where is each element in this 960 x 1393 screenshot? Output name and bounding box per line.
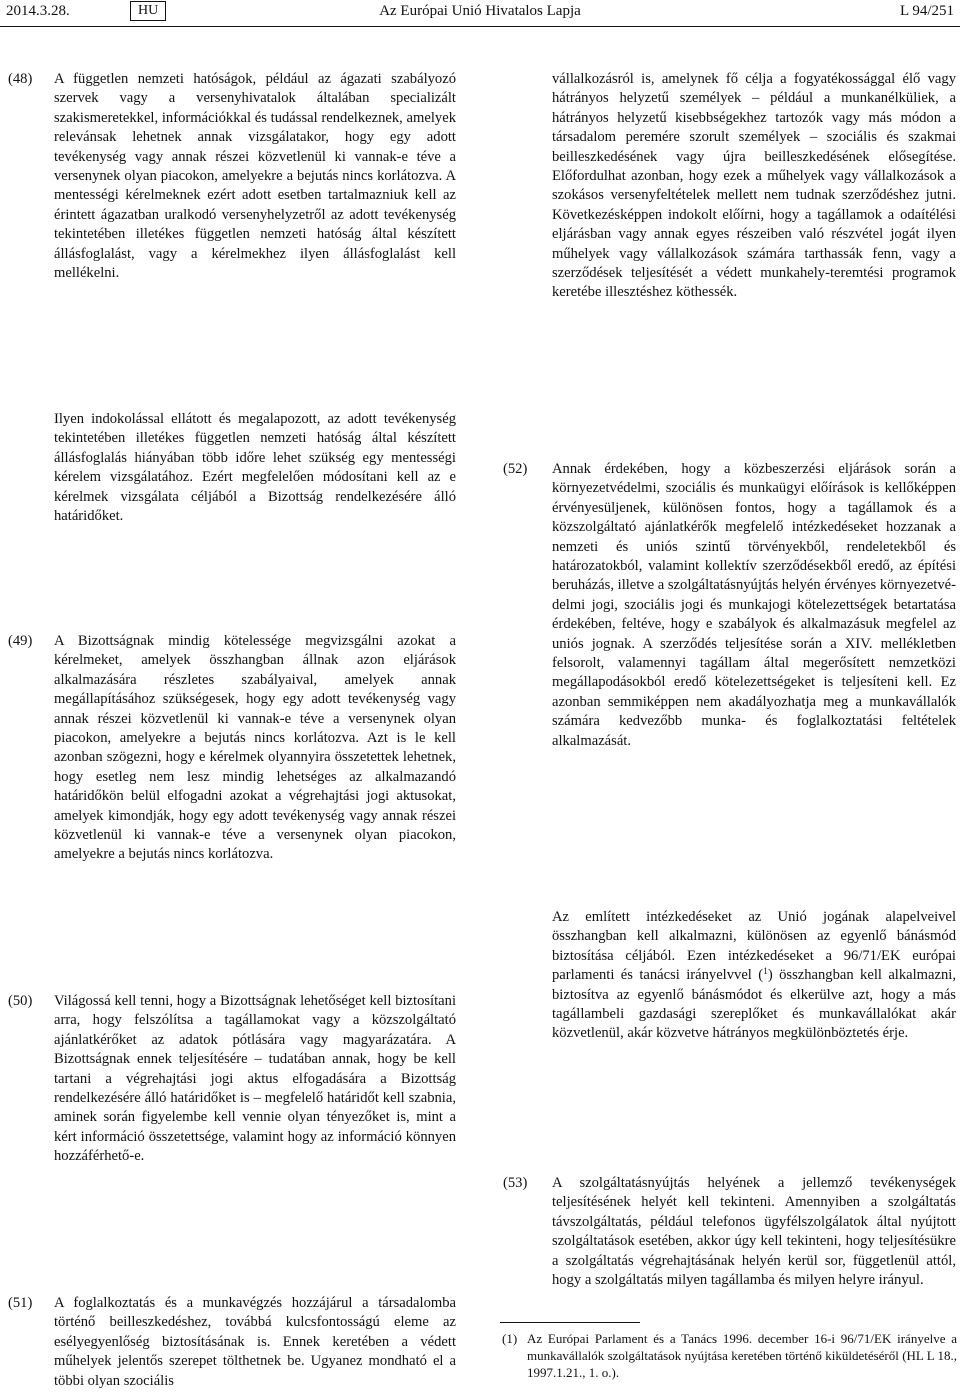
- recital-52-number: (52): [503, 461, 528, 477]
- recital-49-text: A Bizottságnak mindig kötelessége megvizsgálni azokat a kérelmeket, amelyek összhangban állnak azon eljárások alkalmazására részletes szabályaival, amelyek annak megállapításához szükségesek, hogy egy adott tevékenység vagy annak részei közvetlenül ki vannak-e téve a versenynek olyan piacokon, amelyekre a bejutás nincs korlátozva. Azt is le kell azonban szögezni, hogy e kérelmek olyannyira összetettek lehetnek, hogy esetleg nem lesz mindig lehetséges az alkalmazandó határidőkön belül elfogadni azokat a végrehajtási jogi aktusokat, amelyek kimondják, hogy egy adott tevékenység vagy annak részei közvetlenül ki vannak-e téve a versenynek olyan piacokon, amelyekre a bejutás nincs korlátozva.: [54, 633, 456, 863]
- recital-53-number: (53): [503, 1175, 528, 1191]
- footnote-rule: [500, 1322, 640, 1323]
- header-rule: [0, 26, 960, 27]
- journal-title: Az Európai Unió Hivatalos Lapja: [379, 3, 581, 19]
- footnote-text: Az Európai Parlament és a Tanács 1996. december 16-i 96/71/EK irányelve a munkavállalók szolgáltatások nyújtása keretében történő kiküldetéséről (HL L 18., 1997.1.21., 1. o.).: [527, 1331, 957, 1380]
- recital-51-text: A foglalkoztatás és a munkavégzés hozzájárul a társadalomba történő beilleszkedéshez, továbbá kulcsfontosságú eleme az esélyegyenlőség biztosításának is. Ennek keretében a védett műhelyek jelentős szerepet tölthetnek be. Ugyanez mondható el a többi olyan szociális: [54, 1295, 456, 1389]
- recital-50-text: Világossá kell tenni, hogy a Bizottságnak lehetőséget kell biztosítani arra, hogy felszólítsa a tagállamokat vagy a közszolgáltató ajánlatkérőket az adatok pótlására vagy magyarázatára. A Bizottságnak ennek teljesítésére – tudatában annak, hogy be kell tartani a végrehajtási jogi aktus elfogadására a Bizottság rendelkezésére álló határidőket is – megfelelő határidőt kell szabnia, aminek során figyelembe kell vennie olyan tényezőket is, mint a kért információ összetettsége, valamint hogy az információ könnyen hozzáférhető-e.: [54, 993, 456, 1165]
- recital-49-number: (49): [8, 633, 33, 649]
- recital-50-number: (50): [8, 993, 33, 1009]
- publication-date: 2014.3.28.: [6, 3, 70, 19]
- footnote-number: (1): [502, 1331, 518, 1346]
- recital-51-number: (51): [8, 1295, 33, 1311]
- recital-53-text: A szolgáltatásnyújtás helyének a jellemző tevékenységek teljesítésének helyét kell tekinteni. Amennyiben a szolgáltatás távszolgáltatás, például telefonos ügyfélszolgálatok által nyújtott szolgáltatások esetében, akkor úgy kell tekinteni, hogy teljesítésükre a szolgáltatás végrehajtásának helyén kerül sor, függetlenül attól, hogy a szolgáltatás milyen tagállamba és milyen helyre irányul.: [552, 1175, 956, 1289]
- recital-52-continuation-a: Az említett intézkedéseket az Unió jogának alapelveivel összhangban kell alkalmazni, különösen az egyenlő bánásmód biztosítása céljából. Ezen intézkedéseket a 96/71/EK európai parlamenti és tanácsi irányelvvel (: [552, 909, 956, 984]
- page-reference: L 94/251: [899, 3, 954, 19]
- footnote-reference[interactable]: 1: [763, 967, 768, 978]
- recital-48-number: (48): [8, 71, 33, 87]
- language-badge: HU: [130, 1, 166, 21]
- page-header: [0, 0, 960, 26]
- recital-48-continuation: Ilyen indokolással ellátott és megalapozott, az adott tevékenység tekintetében illetékes független nemzeti hatóság által készített állásfoglalás hiányában több időre lehet szükség egy mentességi kérelem vizsgálatához. Ezért megfelelően módosítani kell az e kérelmek vizsgálata céljából a Bizottság rendelkezésére álló határidőket.: [54, 411, 456, 525]
- recital-52-text: Annak érdekében, hogy a közbeszerzési eljárások során a környezetvédelmi, szociális és munkaügyi előírások is kellőképpen érvényesüljenek, különösen fontos, hogy a tagállamok és a közszolgáltató ajánlatkérők megfelelő intézkedéseket hozzanak a nemzeti és uniós szintű törvényekből, rendeletekből és határozatokból, valamint kollektív szerződésekből eredő, az építési beruházás, illetve a szolgáltatásnyújtás helyén érvényes környezetvédelmi jogi, szociális jogi és munkajogi kötelezettségek betartatása érdekében, feltéve, hogy e szabályok és alkalmazásuk megfelel az uniós jognak. A szerződés teljesítése során a XIV. mellékletben felsorolt, valamennyi tagállam által megerősített nemzetközi megállapodásokból eredő kötelezettségeket is teljesíteni kell. Ez azonban semmiképpen nem akadályozhatja meg a munkavállalók számára kedvezőbb munka- és foglalkoztatási feltételek alkalmazását.: [552, 461, 957, 749]
- recital-48-text: A független nemzeti hatóságok, például az ágazati szabályozó szervek vagy a versenyhivatalok általában specializált szakismeretekkel, információkkal és tudással rendelkeznek, amelyek relevánsak lehetnek annak vizsgálatakor, hogy egy adott tevékenység vagy annak részei közvetlenül ki vannak-e téve a versenynek olyan piacokon, amelyekre a bejutás nincs korlátozva. A mentességi kérelmeknek ezért adott esetben tartalmazniuk kell az érintett ágazatban uralkodó versenyhelyzetről az adott tevékenység tekintetében illetékes független nemzeti hatóság által készített állásfoglalást, vagy a kérelmekhez ilyen állásfoglalást kell mellékelni.: [54, 71, 456, 282]
- recital-52-continuation-b: ) összhangban kell alkalmazni, biztosítva az egyenlő bánásmódot és elkerülve azt, hogy a más tagállambeli gazdasági szereplőket és munkavállalókat akár közvetlenül, akár közvetve hátrányos megkülönböztetés érje.: [552, 967, 956, 1042]
- recital-52-continuation: [552, 908, 956, 1044]
- recital-51-continuation: vállalkozásról is, amelynek fő célja a fogyatékossággal élő vagy hátrányos helyzetű személyek – például a munkanélküliek, a hátrányos helyzetű kisebbségekhez tartozók vagy más módon a társadalom peremére szorult személyek – szociális és szakmai beilleszkedésének vagy újra beilleszkedésének elősegítése. Előfordulhat azonban, hogy ezek a műhelyek vagy vállalkozások a szokásos versenyfeltételek mellett nem tudnak szerződéshez jutni. Következésképpen indokolt előírni, hogy a tagállamok a odaítélési eljárásban vagy annak egyes részeiben való részvétel jogát ilyen műhelyek vagy vállalkozások számára tarthassák fenn, vagy a szerződések teljesítését a védett munkahely-teremtési programok keretébe illesztéshez köthessék.: [552, 71, 956, 301]
